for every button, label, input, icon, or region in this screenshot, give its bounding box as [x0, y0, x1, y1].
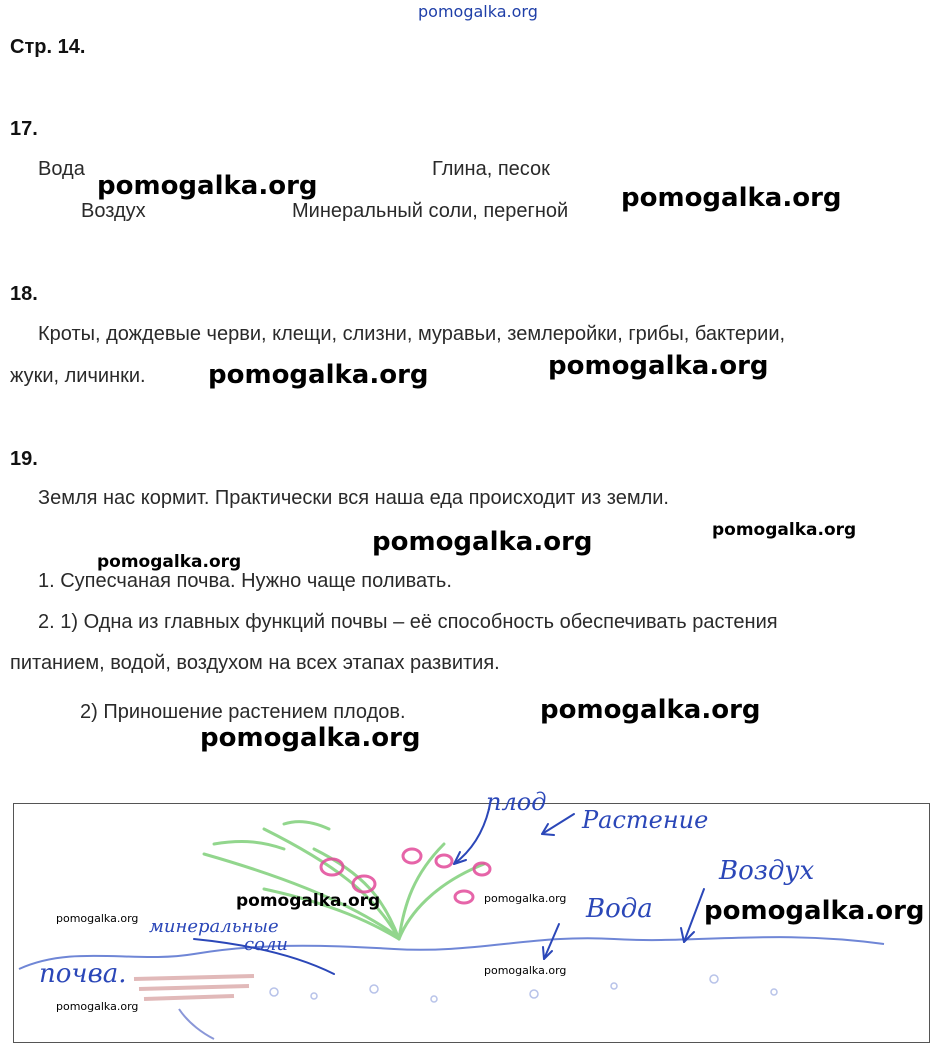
label-minerals-2: соли	[244, 934, 288, 955]
task-18-number: 18.	[10, 283, 38, 305]
watermark: pomogalka.org	[97, 552, 242, 572]
label-minerals-1: минеральные	[149, 916, 279, 937]
watermark: pomogalka.org	[56, 1000, 139, 1013]
task-17-item-minerals: Минеральный соли, перегной	[292, 200, 569, 222]
watermark: pomogalka.org	[208, 360, 429, 390]
label-fruit: плод	[486, 788, 547, 816]
watermark: pomogalka.org	[236, 891, 381, 911]
task-17-item-clay-sand: Глина, песок	[432, 158, 550, 180]
watermark: pomogalka.org	[712, 520, 857, 540]
task-17-item-water: Вода	[38, 158, 85, 180]
watermark: pomogalka.org	[97, 171, 318, 201]
task-19-p2-line-1: 2. 1) Одна из главных функций почвы – её способность обеспечивать растения	[38, 611, 778, 633]
watermark: pomogalka.org	[372, 527, 593, 557]
watermark: pomogalka.org	[484, 892, 567, 905]
task-18-line-1: Кроты, дождевые черви, клещи, слизни, муравьи, землеройки, грибы, бактерии,	[38, 323, 786, 345]
task-19-intro: Земля нас кормит. Практически вся наша еда происходит из земли.	[38, 487, 669, 509]
task-18-line-2: жуки, личинки.	[10, 365, 146, 387]
watermark: pomogalka.org	[704, 896, 925, 926]
watermark: pomogalka.org	[540, 695, 761, 725]
page-heading: Стр. 14.	[10, 36, 86, 58]
watermark: pomogalka.org	[484, 964, 567, 977]
task-19-p1: 1. Супесчаная почва. Нужно чаще поливать.	[38, 570, 452, 592]
watermark: pomogalka.org	[621, 183, 842, 213]
top-watermark: pomogalka.org	[418, 2, 538, 21]
soil-drawing	[13, 788, 930, 1043]
watermark: pomogalka.org	[56, 912, 139, 925]
label-soil: почва.	[39, 959, 127, 989]
watermark: pomogalka.org	[548, 351, 769, 381]
task-19-p3: 2) Приношение растением плодов.	[80, 701, 406, 723]
task-19-p2-line-2: питанием, водой, воздухом на всех этапах развития.	[10, 652, 500, 674]
task-17-number: 17.	[10, 118, 38, 140]
label-plant: Растение	[582, 806, 709, 834]
label-water: Вода	[586, 894, 653, 924]
task-19-number: 19.	[10, 448, 38, 470]
task-17-item-air: Воздух	[81, 200, 146, 222]
label-air: Воздух	[719, 856, 815, 886]
watermark: pomogalka.org	[200, 723, 421, 753]
